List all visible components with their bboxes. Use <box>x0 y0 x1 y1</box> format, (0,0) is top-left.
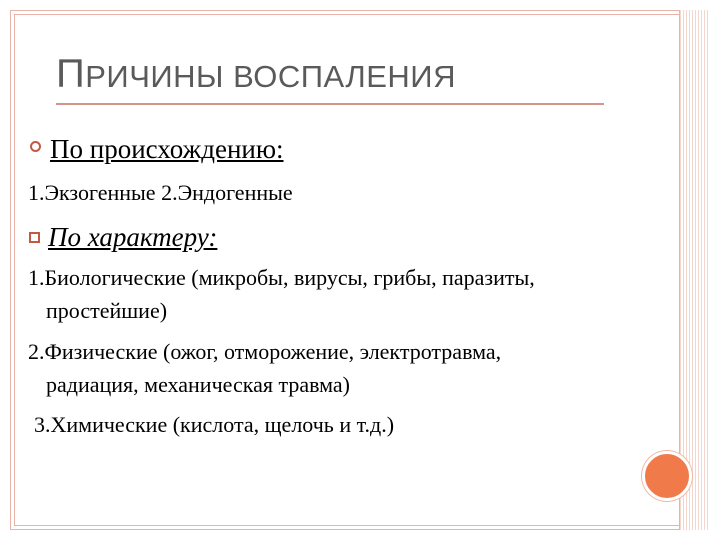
title-rest: РИЧИНЫ ВОСПАЛЕНИЯ <box>85 59 456 94</box>
character-line-2: простейшие) <box>46 298 168 323</box>
heading-character: По характеру: <box>48 222 218 252</box>
character-line-3: 2.Физические (ожог, отморожение, электротравма, <box>28 339 502 364</box>
slide-title <box>56 52 456 97</box>
orange-circle-decoration <box>642 451 692 501</box>
square-bullet-icon <box>29 232 40 243</box>
heading-origin: По происхождению: <box>50 134 284 164</box>
circle-bullet-icon <box>30 141 41 152</box>
character-line-4: радиация, механическая травма) <box>46 372 350 397</box>
title-underline <box>56 103 604 105</box>
character-line-1: 1.Биологические (микробы, вирусы, грибы, паразиты, <box>28 265 535 290</box>
character-line-5: 3.Химические (кислота, щелочь и т.д.) <box>34 412 395 437</box>
decorative-stripe <box>679 10 710 530</box>
title-first-letter: П <box>56 52 86 96</box>
origin-list-line: 1.Экзогенные 2.Эндогенные <box>28 180 293 205</box>
